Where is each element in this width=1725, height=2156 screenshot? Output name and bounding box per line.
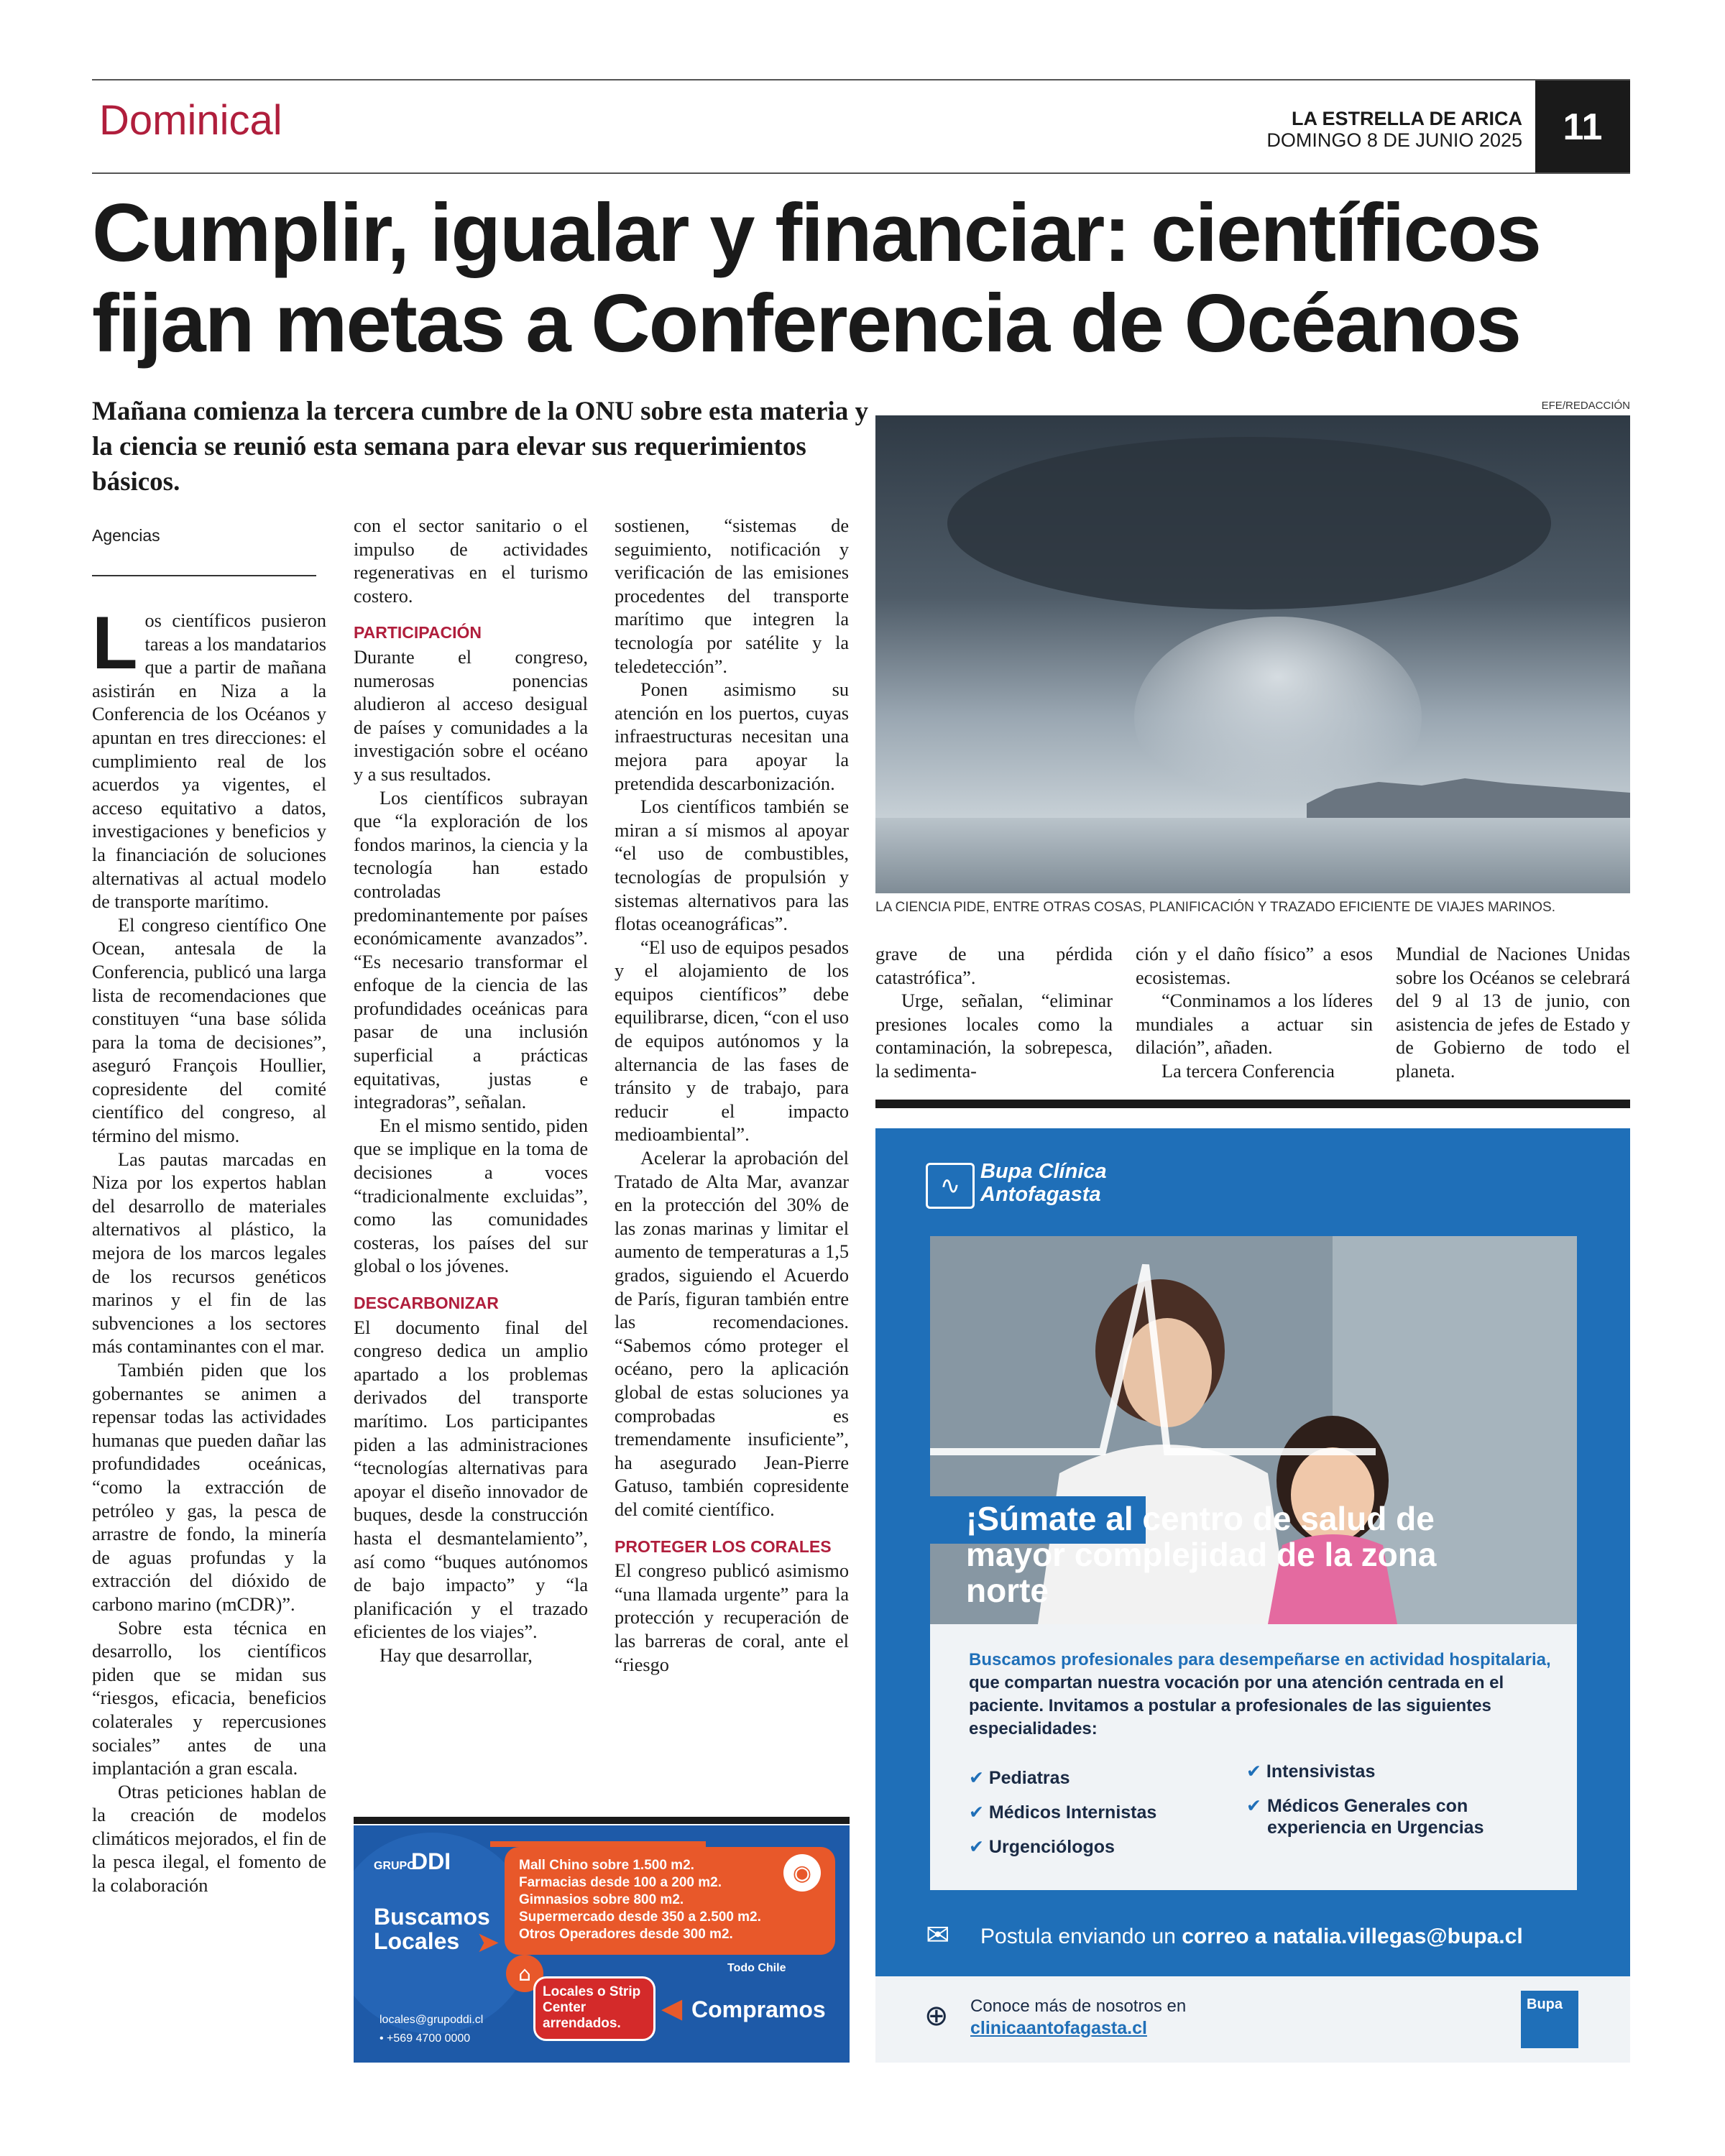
specialty-item <box>1246 1761 1548 1782</box>
ad-bupa-apply[interactable] <box>980 1925 1613 1949</box>
ad-bupa-intro <box>969 1649 1558 1741</box>
paragraph: os científicos pusieron tareas a los mandatarios que a partir de mañana asistirán en Niza a la Conferencia de los Océanos y apuntan en tres direcciones: el cumplimiento real de los acuerdos ya vigentes, el acceso equitativo a datos, investigaciones y beneficios y la financiación de soluciones alternativas al actual modelo de transporte marítimo. <box>92 610 326 913</box>
ad-ddi-headline: Buscamos Locales <box>374 1904 490 1954</box>
specialty-label: Pediatras <box>988 1768 1070 1788</box>
ad-bupa-specialties-left <box>969 1761 1242 1864</box>
drop-cap: L <box>92 602 138 685</box>
article-column-4 <box>875 943 1113 1084</box>
paragraph: Durante el congreso, numerosas ponencias aludieron al acceso desigual de países y comunidades a la investigación sobre el océano y a sus resultados. <box>354 646 588 785</box>
specialty-item <box>1246 1795 1548 1838</box>
specialty-label: Médicos Generales con experiencia en Urgencias <box>1266 1796 1484 1838</box>
ad-ddi-list-item: Farmacias desde 100 a 200 m2. <box>519 1875 722 1890</box>
paragraph: El congreso científico One Ocean, antesala de la Conferencia, publicó una larga lista de recomendaciones que constituyen “una base sólida para la toma de decisiones”, aseguró François Houllier, copresidente del comité científico del congreso, al término del mismo. <box>92 914 326 1147</box>
ad-ddi-phone[interactable]: • +569 4700 0000 <box>380 2032 471 2045</box>
apply-text: Postula enviando un <box>980 1925 1182 1948</box>
ad-bupa-rule <box>875 1100 1630 1108</box>
ad-ddi-brand: DDI <box>411 1848 451 1874</box>
ad-bupa-footer <box>875 1976 1630 2063</box>
ad-ddi[interactable] <box>354 1825 850 2063</box>
paragraph: Las pautas marcadas en Niza por los expertos hablan del desarrollo de materiales alternativos al plástico, la mejora de los marcos legales de los recursos genéticos marinos y el fin de las subvenciones a los sectores más contaminantes con el mar. <box>92 1148 326 1358</box>
article-column-6 <box>1396 943 1630 1084</box>
ad-bupa-intro-rest: que compartan nuestra vocación por una atención centrada en el paciente. Invitamos a postular a profesionales de las siguientes especialidades: <box>969 1673 1504 1738</box>
specialty-item <box>969 1795 1242 1830</box>
ad-bupa-headline: ¡Súmate al centro de salud de mayor complejidad de la zona norte <box>966 1500 1437 1609</box>
ad-ddi-buy-label: Compramos <box>691 1996 826 2022</box>
paragraph: sostienen, “sistemas de seguimiento, notificación y verificación de las emisiones procedentes del transporte marítimo que integren la tecnología por satélite y la teledetección”. <box>615 515 849 677</box>
paragraph: Sobre esta técnica en desarrollo, los científicos piden que se midan sus “riesgos, eficacia, beneficios colaterales y repercusiones sociales” antes de una implantación a gran escala. <box>92 1617 326 1779</box>
check-circle-icon: ✔ <box>1246 1761 1261 1782</box>
check-circle-icon: ✔ <box>969 1836 984 1857</box>
ad-bupa-logo: Bupa <box>1521 1991 1578 2048</box>
specialty-item <box>969 1830 1242 1864</box>
header-bottom-rule <box>92 172 1630 174</box>
subhead-participacion: PARTICIPACIÓN <box>354 623 482 642</box>
heartbeat-logo-icon: ∿ <box>926 1163 975 1209</box>
specialty-label: Médicos Internistas <box>988 1802 1157 1823</box>
byline-rule <box>92 575 316 576</box>
paragraph: Urge, señalan, “eliminar presiones locales como la contaminación, la sobrepesca, la sedimenta- <box>875 990 1113 1082</box>
top-rule <box>92 79 1630 80</box>
paragraph: Hay que desarrollar, <box>380 1644 533 1666</box>
ad-ddi-list-item: Otros Operadores desde 300 m2. <box>519 1927 733 1942</box>
paragraph: Mundial de Naciones Unidas sobre los Océanos se celebrará del 9 al 13 de junio, con asistencia de jefes de Estado y de Gobierno de todo el planeta. <box>1396 944 1630 1082</box>
paragraph: El documento final del congreso dedica un amplio apartado a los problemas derivados del transporte marítimo. Los participantes piden a las administraciones “tecnologías alternativas para apoyar el diseño innovador de buques, desde la construcción hasta el desmantelamiento”, así como “buques autónomos de bajo impacto” y “la planificación y el trazado eficientes de los viajes”. <box>354 1317 588 1643</box>
article-column-2 <box>354 515 588 1808</box>
subhead-proteger-corales: PROTEGER LOS CORALES <box>615 1537 832 1556</box>
byline: Agencias <box>92 526 160 545</box>
check-circle-icon: ✔ <box>969 1802 984 1823</box>
paragraph: “El uso de equipos pesados y el alojamiento de los equipos científicos” debe equilibrarse, dicen, “con el uso de equipos autónomos y la alternancia de las fases de tránsito y de trabajo, para reducir el impacto medioambiental”. <box>615 936 849 1146</box>
newspaper-name: LA ESTRELLA DE ARICA <box>1292 108 1522 129</box>
globe-icon: ⊕ <box>924 1999 949 2032</box>
check-circle-icon: ✔ <box>1246 1795 1261 1816</box>
issue-date: DOMINGO 8 DE JUNIO 2025 <box>1266 129 1522 151</box>
ad-bupa-info-panel <box>930 1624 1577 1890</box>
section-name: Dominical <box>99 97 282 144</box>
paragraph: Los científicos subrayan que “la exploración de los fondos marinos, la ciencia y la tecnología han estado controladas predominantemente por países económicamente avanzados”. “Es necesario transformar el enfoque de la ciencia de las profundidades oceánicas para pasar de una inclusión superficial a prácticas equitativas, justas e integradoras”, señalan. <box>354 787 588 1113</box>
ad-ddi-rule <box>354 1817 850 1824</box>
paragraph: Ponen asimismo su atención en los puertos, cuyas infraestructuras necesitan una mejora para apoyar la pretendida descarbonización. <box>615 679 849 794</box>
subhead-descarbonizar: DESCARBONIZAR <box>354 1294 499 1312</box>
headline: Cumplir, igualar y financiar: científicos fijan metas a Conferencia de Océanos <box>92 188 1540 369</box>
ad-ddi-buy-box: Locales o Strip Center arrendados. <box>533 1976 656 2041</box>
article-column-5 <box>1136 943 1373 1084</box>
paragraph: ción y el daño físico” a esos ecosistemas. <box>1136 944 1373 988</box>
photo-caption: LA CIENCIA PIDE, ENTRE OTRAS COSAS, PLANIFICACIÓN Y TRAZADO EFICIENTE DE VIAJES MARINOS. <box>875 900 1555 915</box>
paragraph: Acelerar la aprobación del Tratado de Alta Mar, avanzar en la protección del 30% de las zonas marinas y limitar el aumento de temperaturas a 1,5 grados, siguiendo el Acuerdo de París, figuran también entre las recomendaciones. “Sabemos cómo proteger el océano, pero la aplicación global de estas soluciones ya comprobadas es tremendamente insuficiente”, ha asegurado Jean-Pierre Gatuso, también copresidente del comité científico. <box>615 1148 849 1520</box>
ad-ddi-group: GRUPO <box>374 1860 416 1872</box>
specialty-item <box>969 1761 1242 1795</box>
paragraph: Los científicos también se miran a sí mismos al apoyar “el uso de combustibles, tecnologías de propulsión y sistemas alternativos para las flotas oceanográficas”. <box>615 796 849 935</box>
ad-bupa-clinic-name: Bupa Clínica Antofagasta <box>980 1160 1107 1206</box>
ad-ddi-email[interactable]: locales@grupoddi.cl <box>380 2014 484 2026</box>
ad-ddi-region: Todo Chile <box>727 1962 786 1974</box>
check-circle-icon: ✔ <box>969 1767 984 1788</box>
storefront-icon: ⌂ <box>506 1955 543 1992</box>
apply-email[interactable]: correo a natalia.villegas@bupa.cl <box>1182 1925 1523 1948</box>
ad-ddi-list-item: Supermercado desde 350 a 2.500 m2. <box>519 1909 761 1925</box>
article-column-1 <box>92 602 326 2068</box>
ad-bupa[interactable] <box>875 1128 1630 2063</box>
deck: Mañana comienza la tercera cumbre de la ONU sobre esta materia y la ciencia se reunió esta semana para elevar sus requerimientos básicos. <box>92 397 868 497</box>
paragraph: con el sector sanitario o el impulso de actividades regenerativas en el turismo costero. <box>354 515 588 607</box>
storm-ocean-photo <box>875 415 1630 893</box>
paragraph: Otras peticiones hablan de la creación de modelos climáticos mejorados, el fin de la pesca ilegal, el fomento de la colaboración <box>92 1781 326 1897</box>
paragraph: La tercera Conferencia <box>1162 1060 1335 1082</box>
page-number: 11 <box>1535 80 1630 174</box>
ad-bupa-intro-bold: Buscamos profesionales para desempeñarse en actividad hospitalaria, <box>969 1650 1551 1669</box>
paragraph: grave de una pérdida catastrófica”. <box>875 944 1113 988</box>
ad-bupa-website[interactable]: clinicaantofagasta.cl <box>970 2018 1147 2038</box>
article-column-3 <box>615 515 849 1808</box>
paragraph: “Conminamos a los líderes mundiales a actuar sin dilación”, añaden. <box>1136 990 1373 1059</box>
paragraph: También piden que los gobernantes se animen a repensar todas las actividades humanas que pueden dañar las profundidades oceánicas, “como la extracción de petróleo y gas, la pesca de arrastre de fondo, la minería de aguas profundas y la extracción del dióxido de carbono marino (mCDR)”. <box>92 1360 326 1615</box>
arrow-right-icon: ➤ <box>476 1926 500 1959</box>
ad-ddi-list-item: Gimnasios sobre 800 m2. <box>519 1892 684 1907</box>
ad-bupa-specialties-right <box>1246 1761 1548 1838</box>
paragraph: El congreso publicó asimismo “una llamada urgente” para la protección y recuperación de las barreras de coral, ante el “riesgo <box>615 1560 849 1675</box>
arrow-left-icon: ◀ <box>661 1992 683 2024</box>
paragraph: En el mismo sentido, piden que se implique en la toma de decisiones a voces “tradicionalmente excluidas”, como las comunidades costeras, los países del sur global o los jóvenes. <box>354 1115 588 1277</box>
location-pin-icon: ◉ <box>783 1854 821 1892</box>
envelope-icon: ✉ <box>926 1919 950 1952</box>
ad-ddi-list-item: Mall Chino sobre 1.500 m2. <box>519 1858 694 1873</box>
specialty-label: Intensivistas <box>1266 1761 1376 1782</box>
photo-credit: EFE/REDACCIÓN <box>1541 400 1630 412</box>
specialty-label: Urgenciólogos <box>988 1837 1115 1857</box>
ad-bupa-more-text: Conoce más de nosotros en <box>970 1996 1187 2016</box>
